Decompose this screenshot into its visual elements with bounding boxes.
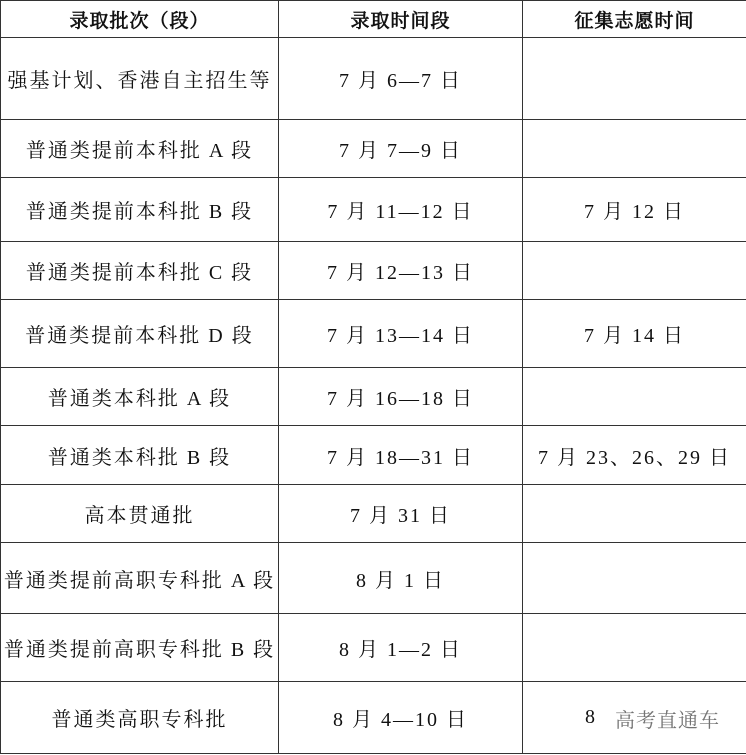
batch-cell: 强基计划、香港自主招生等 [1,38,279,120]
table-row [1,38,746,120]
solicit-cell: 7 月 23、26、29 日 [523,426,746,485]
solicit-cell [523,485,746,543]
batch-cell: 普通类提前本科批 B 段 [1,178,279,242]
time-cell: 7 月 6—7 日 [279,38,523,120]
table-row [1,426,746,485]
table-row [1,300,746,368]
solicit-cell [523,242,746,300]
header-solicit-time: 征集志愿时间 [523,1,746,38]
solicit-partial-text: 8 [585,706,597,728]
solicit-cell: 7 月 12 日 [523,178,746,242]
time-cell: 7 月 16—18 日 [279,368,523,426]
batch-cell: 普通类提前本科批 C 段 [1,242,279,300]
time-cell: 7 月 7—9 日 [279,120,523,178]
time-cell: 7 月 12—13 日 [279,242,523,300]
batch-cell: 普通类本科批 B 段 [1,426,279,485]
header-row [1,1,746,38]
solicit-cell [523,38,746,120]
table-row [1,614,746,682]
batch-cell: 普通类本科批 A 段 [1,368,279,426]
solicit-cell: 7 月 14 日 [523,300,746,368]
batch-cell: 普通类提前高职专科批 A 段 [1,543,279,614]
header-admission-time: 录取时间段 [279,1,523,38]
header-batch: 录取批次（段） [1,1,279,38]
table-row [1,178,746,242]
solicit-cell [523,368,746,426]
batch-cell: 普通类提前本科批 A 段 [1,120,279,178]
table-row [1,242,746,300]
solicit-cell [523,614,746,682]
time-cell: 8 月 1—2 日 [279,614,523,682]
solicit-cell [523,543,746,614]
table-row [1,120,746,178]
batch-cell: 普通类提前高职专科批 B 段 [1,614,279,682]
batch-cell: 普通类提前本科批 D 段 [1,300,279,368]
solicit-cell [523,120,746,178]
time-cell: 7 月 18—31 日 [279,426,523,485]
table-row [1,543,746,614]
time-cell: 8 月 1 日 [279,543,523,614]
table-row [1,485,746,543]
batch-cell: 普通类高职专科批 [1,682,279,754]
table-row [1,368,746,426]
time-cell: 7 月 13—14 日 [279,300,523,368]
watermark-logo: 高考直通车 [615,708,720,732]
time-cell: 7 月 31 日 [279,485,523,543]
batch-cell: 高本贯通批 [1,485,279,543]
time-cell: 7 月 11—12 日 [279,178,523,242]
time-cell: 8 月 4—10 日 [279,682,523,754]
